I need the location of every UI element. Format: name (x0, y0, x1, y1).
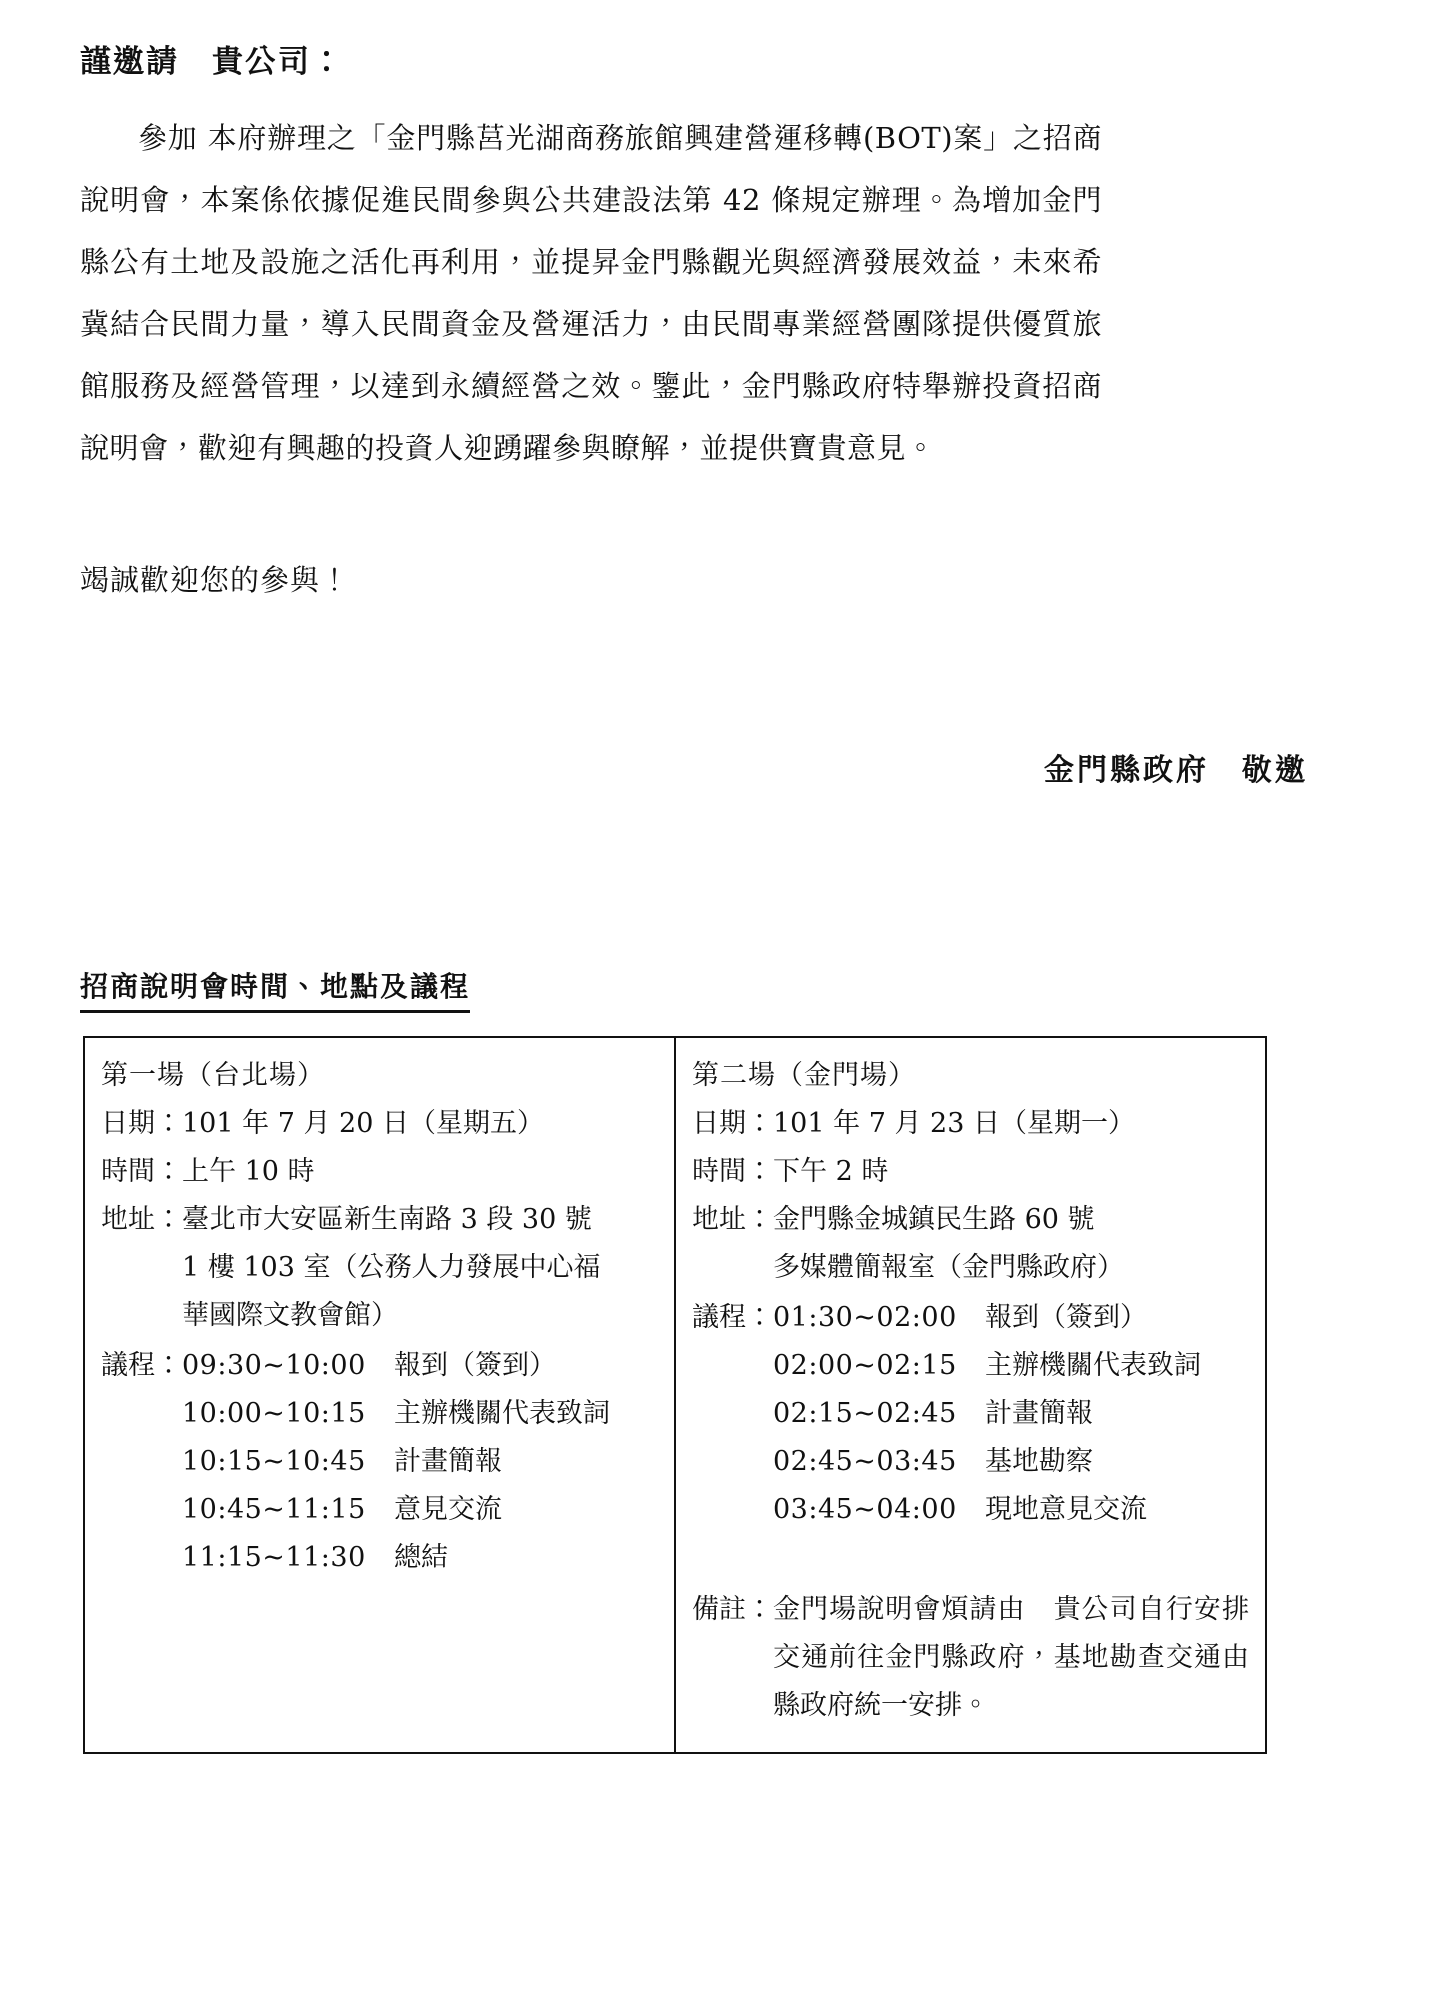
agenda-activity: 計畫簡報 (985, 1398, 1093, 1429)
time-value: 上午 10 時 (182, 1156, 315, 1187)
address-line-1: 金門縣金城鎮民生路 60 號 (773, 1204, 1095, 1235)
agenda-activity: 意見交流 (394, 1494, 502, 1525)
address-value (773, 1196, 1249, 1292)
date-label: 日期： (101, 1108, 182, 1139)
agenda-time: 02:45~03:45 (773, 1446, 957, 1477)
address-label: 地址： (101, 1204, 182, 1235)
agenda-time: 09:30~10:00 (182, 1350, 366, 1381)
agenda-list (773, 1294, 1249, 1534)
agenda-activity: 計畫簡報 (394, 1446, 502, 1477)
agenda-activity: 報到（簽到） (394, 1350, 556, 1381)
agenda-item (773, 1486, 1249, 1534)
time-field (692, 1148, 1249, 1196)
agenda-time: 01:30~02:00 (773, 1302, 957, 1333)
session-title: 第二場（金門場） (692, 1060, 916, 1091)
date-value: 101 年 7 月 23 日（星期一） (773, 1108, 1135, 1139)
agenda-item (182, 1390, 658, 1438)
note-field (692, 1586, 1249, 1730)
salutation: 謹邀請 貴公司： (80, 44, 344, 80)
session-cell-kinmen (675, 1037, 1266, 1753)
agenda-item (773, 1390, 1249, 1438)
agenda-activity: 主辦機關代表致詞 (394, 1398, 610, 1429)
agenda-item (182, 1534, 658, 1582)
section-heading: 招商說明會時間、地點及議程 (80, 965, 470, 1013)
table-row (84, 1037, 1266, 1753)
agenda-time: 02:15~02:45 (773, 1398, 957, 1429)
note-label: 備註： (692, 1594, 773, 1625)
session-cell-taipei (84, 1037, 675, 1753)
schedule-table (83, 1036, 1267, 1754)
address-value (182, 1196, 658, 1340)
agenda-activity: 報到（簽到） (985, 1302, 1147, 1333)
address-field (101, 1196, 658, 1340)
address-label: 地址： (692, 1204, 773, 1235)
agenda-time: 10:45~11:15 (182, 1494, 366, 1525)
agenda-label: 議程： (692, 1302, 773, 1333)
agenda-field (101, 1342, 658, 1582)
date-field (101, 1100, 658, 1148)
agenda-activity: 總結 (394, 1542, 448, 1573)
agenda-label: 議程： (101, 1350, 182, 1381)
agenda-time: 03:45~04:00 (773, 1494, 957, 1525)
agenda-item (773, 1438, 1249, 1486)
date-field (692, 1100, 1249, 1148)
note-text: 金門場說明會煩請由 貴公司自行安排交通前往金門縣政府，基地勘查交通由縣政府統一安排。 (773, 1594, 1249, 1721)
agenda-list (182, 1342, 658, 1582)
date-value: 101 年 7 月 20 日（星期五） (182, 1108, 544, 1139)
date-label: 日期： (692, 1108, 773, 1139)
address-line-1: 臺北市大安區新生南路 3 段 30 號 (182, 1204, 592, 1235)
agenda-time: 10:00~10:15 (182, 1398, 366, 1429)
signature-line: 金門縣政府 敬邀 (1044, 753, 1308, 788)
agenda-activity: 現地意見交流 (985, 1494, 1147, 1525)
time-label: 時間： (692, 1156, 773, 1187)
agenda-item (182, 1438, 658, 1486)
letter-body (80, 44, 1360, 598)
agenda-activity: 基地勘察 (985, 1446, 1093, 1477)
address-field (692, 1196, 1249, 1292)
address-line-3: 華國際文教會館） (182, 1300, 398, 1331)
agenda-activity: 主辦機關代表致詞 (985, 1350, 1201, 1381)
agenda-item (773, 1342, 1249, 1390)
agenda-item (182, 1486, 658, 1534)
session-title: 第一場（台北場） (101, 1060, 325, 1091)
time-value: 下午 2 時 (773, 1156, 889, 1187)
agenda-item (773, 1294, 1249, 1342)
address-line-2: 1 樓 103 室（公務人力發展中心福 (182, 1252, 601, 1283)
agenda-time: 11:15~11:30 (182, 1542, 366, 1573)
time-field (101, 1148, 658, 1196)
agenda-time: 02:00~02:15 (773, 1350, 957, 1381)
invitation-paragraph: 參加 本府辦理之「金門縣莒光湖商務旅館興建營運移轉(BOT)案」之招商說明會，本案係依據促進民間參與公共建設法第 42 條規定辦理。為增加金門縣公有土地及設施之活化再利用，並提昇金門縣觀光與經濟發展效益，未來希冀結合民間力量，導入民間資金及營運活力，由民間專業經營團隊提供優質旅館服務及經營管理，以達到永續經營之效。鑒此，金門縣政府特舉辦投資招商說明會，歡迎有興趣的投資人迎踴躍參與瞭解，並提供寶貴意見。 (80, 121, 1102, 466)
time-label: 時間： (101, 1156, 182, 1187)
agenda-time: 10:15~10:45 (182, 1446, 366, 1477)
address-line-2: 多媒體簡報室（金門縣政府） (773, 1252, 1124, 1283)
agenda-field (692, 1294, 1249, 1534)
closing-line: 竭誠歡迎您的參與！ (80, 563, 351, 598)
agenda-item (182, 1342, 658, 1390)
